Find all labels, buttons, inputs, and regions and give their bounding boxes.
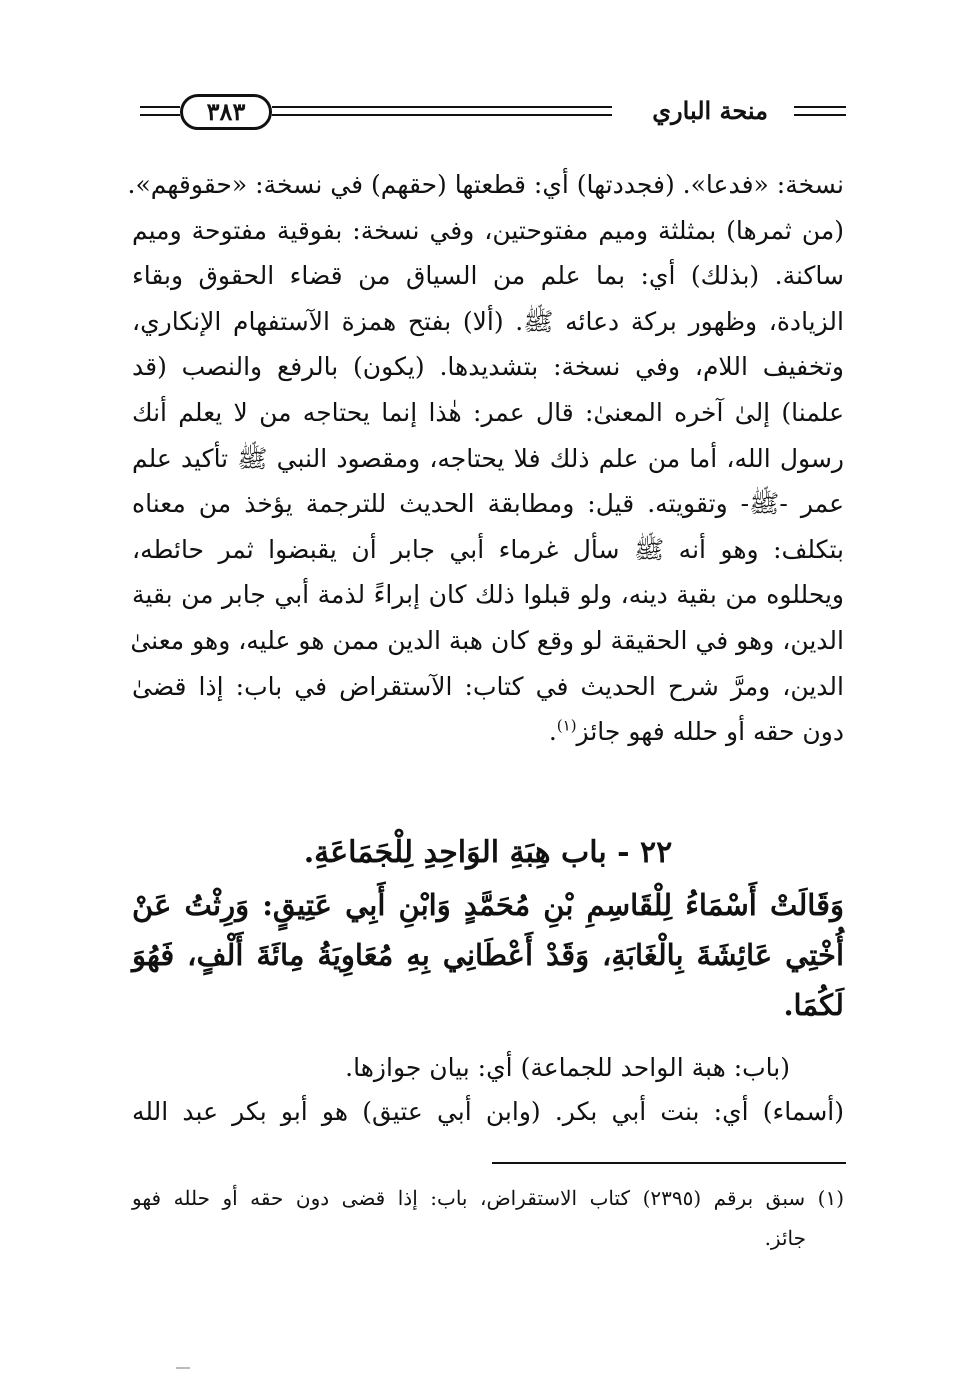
page-number xyxy=(180,94,272,130)
commentary-line: وتخفيف اللام، وفي نسخة: بتشديدها. (يكون) بالرفع والنصب (قد xyxy=(132,352,844,382)
scan-mark xyxy=(176,1367,190,1369)
header-rule-right-bottom xyxy=(794,114,846,116)
chapter-heading: ٢٢ - باب هِبَةِ الوَاحِدِ لِلْجَمَاعَةِ. xyxy=(303,835,673,870)
commentary-line: الدين، ومرَّ شرح الحديث في كتاب: الآستقراض في باب: إذا قضىٰ xyxy=(132,671,844,701)
page-number-text: ٣٨٣ xyxy=(206,97,246,126)
commentary-line: نسخة: «فدعا». (فجددتها) أي: قطعتها (حقهم) في نسخة: «حقوقهم». xyxy=(127,170,844,199)
commentary-last-line: دون حقه أو حلله فهو جائز$^{(١)}$. xyxy=(548,716,844,747)
footnote-line: جائز. xyxy=(764,1226,806,1250)
explanation-line: (باب: هبة الواحد للجماعة) أي: بيان جوازها. xyxy=(345,1053,790,1082)
commentary-line: الدين، وهو في الحقيقة لو وقع كان هبة الدين ممن هو عليه، وهو معنىٰ xyxy=(130,625,844,655)
hadith-line: لَكُمَا. xyxy=(783,988,844,1022)
book-title: منحة الباري xyxy=(652,96,768,125)
commentary-line: الزيادة، وظهور بركة دعائه ﷺ. (ألا) بفتح همزة الآستفهام الإنكاري، xyxy=(132,306,844,336)
header-rule-middle-top xyxy=(272,106,612,108)
hadith-line: أُخْتِي عَائِشَةَ بِالْغَابَةِ، وَقَدْ أَعْطَانِي بِهِ مُعَاوِيَةُ مِائَةَ أَلْفٍ، فَهُوَ xyxy=(132,938,844,972)
header-rule-right-top xyxy=(794,106,846,108)
running-header xyxy=(140,92,846,140)
commentary-text xyxy=(127,162,844,755)
commentary-last-text: دون حقه أو حلله فهو جائز xyxy=(576,717,844,747)
commentary-line: بتكلف: وهو أنه ﷺ سأل غرماء أبي جابر أن يقبضوا ثمر حائطه، xyxy=(132,534,844,564)
footnote-line: (١) سبق برقم (٢٣٩٥) كتاب الاستقراض، باب: إذا قضى دون حقه أو حلله فهو xyxy=(132,1186,844,1210)
header-rule-middle-bottom xyxy=(272,114,612,116)
footnote-reference[interactable]: (١) xyxy=(556,716,577,735)
commentary-line: عمر -ﷺ- وتقويته. قيل: ومطابقة الحديث للترجمة يؤخذ من معناه xyxy=(132,489,844,519)
commentary-line: علمنا) إلىٰ آخره المعنىٰ: قال عمر: هٰذا إنما يحتاجه من لا يعلم أنك xyxy=(132,397,844,427)
commentary-line: رسول الله، أما من علم ذلك فلا يحتاجه، ومقصود النبي ﷺ تأكيد علم xyxy=(132,443,844,473)
hadith-text xyxy=(132,880,844,1030)
footnote-divider xyxy=(492,1162,846,1164)
commentary-line: (من ثمرها) بمثلثة وميم مفتوحتين، وفي نسخة: بفوقية مفتوحة وميم xyxy=(132,215,844,245)
commentary-line: ويحللوه من بقية دينه، ولو قبلوا ذلك كان إبراءً لذمة أبي جابر من بقية xyxy=(132,580,844,610)
hadith-line: وَقَالَتْ أَسْمَاءُ لِلْقَاسِمِ بْنِ مُحَمَّدٍ وَابْنِ أَبِي عَتِيقٍ: وَرِثْتُ عَنْ xyxy=(132,888,844,922)
commentary-line: ساكنة. (بذلك) أي: بما علم من السياق من قضاء الحقوق وبقاء xyxy=(132,261,844,291)
header-rule-left-top xyxy=(140,106,180,108)
footnotes xyxy=(132,1178,844,1258)
header-rule-left-bottom xyxy=(140,114,180,116)
explanation-text xyxy=(132,1046,844,1134)
explanation-line: (أسماء) أي: بنت أبي بكر. (وابن أبي عتيق) هو أبو بكر عبد الله xyxy=(132,1097,844,1126)
